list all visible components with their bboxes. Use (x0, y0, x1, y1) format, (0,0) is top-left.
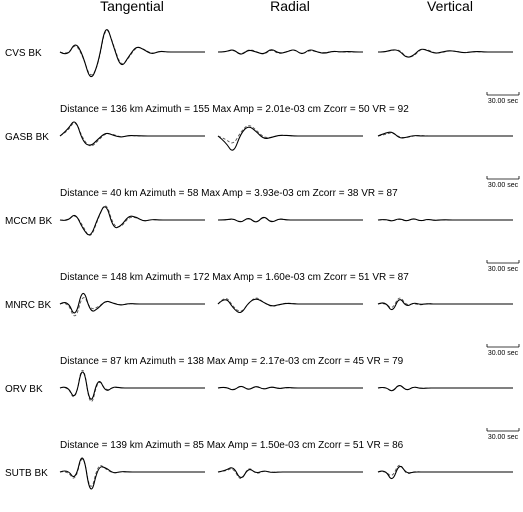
synthetic-trace-tangential (60, 123, 205, 146)
synthetic-trace-vertical (378, 298, 513, 307)
data-trace-radial (218, 386, 363, 389)
synthetic-trace-tangential (60, 298, 205, 316)
station-row (5, 458, 519, 512)
data-trace-radial (218, 217, 363, 221)
data-trace-radial (218, 468, 363, 478)
scale-bar-label: 30.00 sec (487, 266, 519, 273)
station-label: MCCM BK (5, 216, 53, 227)
scale-bar-label: 30.00 sec (487, 98, 519, 105)
station-row (5, 293, 519, 367)
synthetic-trace-vertical (378, 465, 513, 475)
synthetic-trace-tangential (60, 370, 205, 401)
data-trace-tangential (60, 293, 205, 312)
station-label: GASB BK (5, 132, 49, 143)
data-trace-tangential (60, 122, 205, 145)
scale-bar-label: 30.00 sec (487, 182, 519, 189)
data-trace-vertical (378, 466, 513, 478)
station-row (5, 122, 519, 199)
data-trace-vertical (378, 132, 513, 138)
data-trace-radial (218, 127, 363, 150)
station-label: SUTB BK (5, 468, 48, 479)
station-info: Distance = 139 km Azimuth = 85 Max Amp = 1.50e-03 cm Zcorr = 51 VR = 86 (60, 440, 404, 451)
station-label: MNRC BK (5, 300, 52, 311)
station-info: Distance = 40 km Azimuth = 58 Max Amp = 3.93e-03 cm Zcorr = 38 VR = 87 (60, 188, 398, 199)
data-trace-tangential (60, 458, 205, 489)
station-row (5, 30, 519, 115)
data-trace-tangential (60, 372, 205, 399)
synthetic-trace-tangential (60, 459, 205, 486)
synthetic-trace-radial (218, 126, 363, 143)
data-trace-vertical (378, 300, 513, 310)
station-info: Distance = 148 km Azimuth = 172 Max Amp = 1.60e-03 cm Zcorr = 51 VR = 87 (60, 272, 409, 283)
data-trace-radial (218, 299, 363, 312)
station-row (5, 206, 519, 283)
data-trace-vertical (378, 386, 513, 391)
scale-bar-label: 30.00 sec (487, 350, 519, 357)
station-label: CVS BK (5, 48, 42, 59)
data-trace-tangential (60, 30, 205, 77)
station-info: Distance = 87 km Azimuth = 138 Max Amp = 2.17e-03 cm Zcorr = 45 VR = 79 (60, 356, 404, 367)
station-label: ORV BK (5, 384, 43, 395)
station-rows (5, 30, 519, 512)
synthetic-trace-radial (218, 298, 363, 311)
data-trace-vertical (378, 49, 513, 57)
column-title-tangential: Tangential (100, 0, 164, 14)
column-title-radial: Radial (270, 0, 310, 14)
station-row (5, 370, 519, 451)
data-trace-tangential (60, 207, 205, 235)
column-title-vertical: Vertical (427, 0, 473, 14)
scale-bar-label: 30.00 sec (487, 434, 519, 441)
station-info: Distance = 136 km Azimuth = 155 Max Amp = 2.01e-03 cm Zcorr = 50 VR = 92 (60, 104, 409, 115)
synthetic-trace-tangential (60, 206, 205, 236)
data-trace-radial (218, 50, 363, 54)
